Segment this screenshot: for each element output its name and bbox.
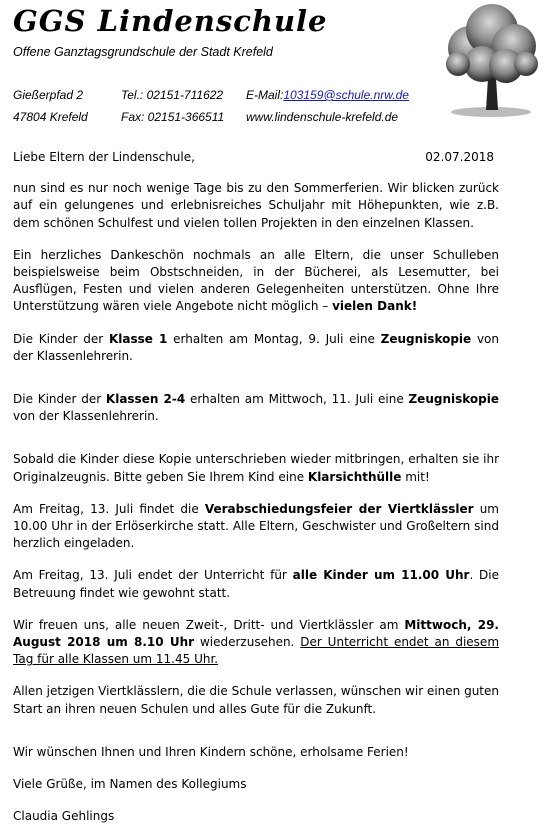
lastday-text-a: Am Freitag, 13. Juli endet der Unterricht für: [13, 568, 293, 583]
lastday-text-b: . Die Betreuung findet wie gewohnt statt.: [13, 568, 499, 600]
signature: Claudia Gehlings: [13, 809, 115, 824]
website: www.lindenschule-krefeld.de: [246, 110, 399, 124]
class24-bold-class: Klassen 2-4: [105, 392, 186, 407]
ceremony-text-b: um 10.00 Uhr in der Erlöserkirche statt. Alle Eltern, Geschwister und Großeltern sind herzlich eingeladen.: [13, 501, 499, 551]
contact-block: [13, 88, 409, 132]
ceremony-bold: Verabschiedungsfeier der Viertklässler: [204, 501, 474, 516]
letter-date: 02.07.2018: [425, 150, 494, 164]
class1-text-c: von der Klassenlehrerin.: [13, 331, 500, 363]
class1-text-a: Die Kinder der: [13, 331, 109, 346]
city: 47804 Krefeld: [13, 110, 88, 124]
greeting-line: [13, 149, 499, 166]
salutation: Liebe Eltern der Lindenschule,: [13, 150, 195, 164]
class24-text-b: erhalten am Mittwoch, 11. Juli eine: [185, 392, 409, 407]
email-link[interactable]: 103159@schule.nrw.de: [283, 88, 409, 102]
phone: Tel.: 02151-711622: [121, 88, 224, 102]
paragraph-last-day: [13, 567, 499, 601]
paragraph-original: [13, 451, 499, 485]
newyear-text-b: wiederzusehen.: [194, 635, 301, 650]
original-text-b: mit!: [401, 469, 430, 484]
lastday-bold: alle Kinder um 11.00 Uhr: [292, 568, 470, 583]
original-text-a: Sobald die Kinder diese Kopie unterschrieben wieder mitbringen, erhalten sie ihr Originalzeugnis. Bitte geben Sie Ihrem Kind eine: [13, 452, 499, 484]
school-name: GGS Lindenschule: [13, 4, 328, 38]
newyear-text-a: Wir freuen uns, alle neuen Zweit-, Dritt- und Viertklässler am: [13, 617, 405, 632]
street: Gießerpfad 2: [13, 88, 84, 102]
thanks-text: Ein herzliches Dankeschön nochmals an alle Eltern, die unser Schulleben beispielsweise beim Obstschneiden, in der Bücherei, als Lesemutter, bei Ausflügen, Festen und vielen anderen Gelegenheiten unterstützen. Ohne Ihre Unterstützung wären viele Angebote nicht möglich –: [13, 247, 499, 314]
email-line: [246, 88, 409, 102]
paragraph-class2-4: [13, 391, 499, 425]
fax: Fax: 02151-366511: [121, 110, 225, 124]
paragraph-intro: nun sind es nur noch wenige Tage bis zu den Sommerferien. Wir blicken zurück auf ein gelungenes und erlebnisreiches Schuljahr mit Höhepunkten, wie z.B. dem schönen Schulfest und vielen tollen Projekten in den einzelnen Klassen.: [13, 181, 499, 230]
class1-bold-copy: Zeugniskopie: [380, 331, 472, 346]
letter-body: [13, 149, 499, 825]
email-label: E-Mail:: [246, 88, 284, 102]
contact-row-2: [13, 110, 409, 132]
linden-tree-logo: [440, 0, 542, 120]
closing: Viele Grüße, im Namen des Kollegiums: [13, 777, 247, 792]
paragraph-class1: [13, 331, 499, 365]
ceremony-text-a: Am Freitag, 13. Juli findet die: [13, 501, 205, 516]
class1-bold-class: Klasse 1: [108, 331, 168, 346]
thanks-bold: vielen Dank!: [332, 299, 418, 314]
class24-bold-copy: Zeugniskopie: [408, 392, 499, 407]
class1-text-b: erhalten am Montag, 9. Juli eine: [167, 331, 381, 346]
school-subtitle: Offene Ganztagsgrundschule der Stadt Krefeld: [13, 45, 273, 59]
class24-text-a: Die Kinder der: [13, 392, 106, 407]
paragraph-graduates: Allen jetzigen Viertklässlern, die die Schule verlassen, wünschen wir einen guten Start an ihren neuen Schulen und alles Gute für die Zukunft.: [13, 684, 499, 716]
newyear-bold: Mittwoch, 29. August 2018 um 8.10 Uhr: [13, 617, 499, 650]
contact-row-1: [13, 88, 409, 110]
paragraph-holiday-wish: Wir wünschen Ihnen und Ihren Kindern schöne, erholsame Ferien!: [13, 744, 409, 759]
paragraph-thanks: [13, 247, 499, 316]
newyear-underlined: Der Unterricht endet an diesem Tag für alle Klassen um 11.45 Uhr.: [13, 635, 500, 667]
paragraph-farewell-ceremony: [13, 501, 499, 553]
original-bold: Klarsichthülle: [307, 469, 402, 484]
paragraph-new-year: [13, 617, 499, 669]
class24-text-c: von der Klassenlehrerin.: [13, 409, 159, 424]
